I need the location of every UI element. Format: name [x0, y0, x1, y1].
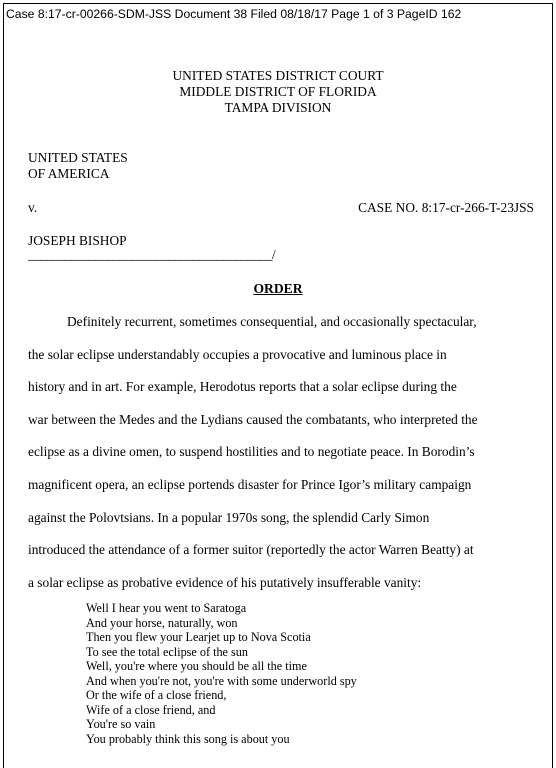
- plaintiff-line-2: OF AMERICA: [28, 166, 110, 181]
- block-quote-lyrics: [86, 601, 357, 746]
- body-line: war between the Medes and the Lydians caused the combatants, who interpreted the: [28, 411, 478, 427]
- court-heading: [0, 68, 556, 116]
- court-name: UNITED STATES DISTRICT COURT: [172, 68, 384, 83]
- versus-label: v.: [28, 200, 38, 215]
- body-line: eclipse as a divine omen, to suspend hostilities and to negotiate peace. In Borodin’s: [28, 444, 475, 460]
- body-line: history and in art. For example, Herodotus reports that a solar eclipse during the: [28, 379, 457, 395]
- order-body: [28, 314, 538, 607]
- body-line: magnificent opera, an eclipse portends disaster for Prince Igor’s military campaign: [28, 476, 472, 492]
- quote-line: Then you flew your Learjet up to Nova Scotia: [86, 630, 311, 644]
- case-number: CASE NO. 8:17-cr-266-T-23JSS: [358, 200, 534, 215]
- quote-line: And when you're not, you're with some underworld spy: [86, 673, 357, 688]
- body-line: the solar eclipse understandably occupies a provocative and luminous place in: [28, 346, 447, 362]
- quote-line: Wife of a close friend, and: [86, 702, 216, 717]
- body-line: against the Polovtsians. In a popular 1970s song, the splendid Carly Simon: [28, 509, 430, 525]
- plaintiff-name: [28, 150, 128, 182]
- quote-line: To see the total eclipse of the sun: [86, 644, 248, 659]
- body-line: a solar eclipse as probative evidence of his putatively insufferable vanity:: [28, 574, 422, 590]
- court-division: TAMPA DIVISION: [224, 100, 332, 115]
- quote-line: You're so vain: [86, 717, 156, 731]
- defendant-name: JOSEPH BISHOP: [28, 233, 127, 248]
- quote-line: Well, you're where you should be all the time: [86, 659, 307, 673]
- filing-header-stamp: Case 8:17-cr-00266-SDM-JSS Document 38 Filed 08/18/17 Page 1 of 3 PageID 162: [6, 7, 462, 21]
- body-line: introduced the attendance of a former suitor (reportedly the actor Warren Beatty) at: [28, 542, 474, 558]
- quote-line: You probably think this song is about you: [86, 731, 290, 746]
- plaintiff-line-1: UNITED STATES: [28, 150, 128, 165]
- caption-signature-line: ________________________________________/: [28, 247, 275, 262]
- quote-line: Or the wife of a close friend,: [86, 688, 227, 702]
- order-title: ORDER: [253, 281, 303, 296]
- body-line: Definitely recurrent, sometimes consequential, and occasionally spectacular,: [67, 314, 477, 329]
- quote-line: Well I hear you went to Saratoga: [86, 601, 247, 615]
- quote-line: And your horse, naturally, won: [86, 615, 238, 630]
- court-district: MIDDLE DISTRICT OF FLORIDA: [179, 84, 377, 99]
